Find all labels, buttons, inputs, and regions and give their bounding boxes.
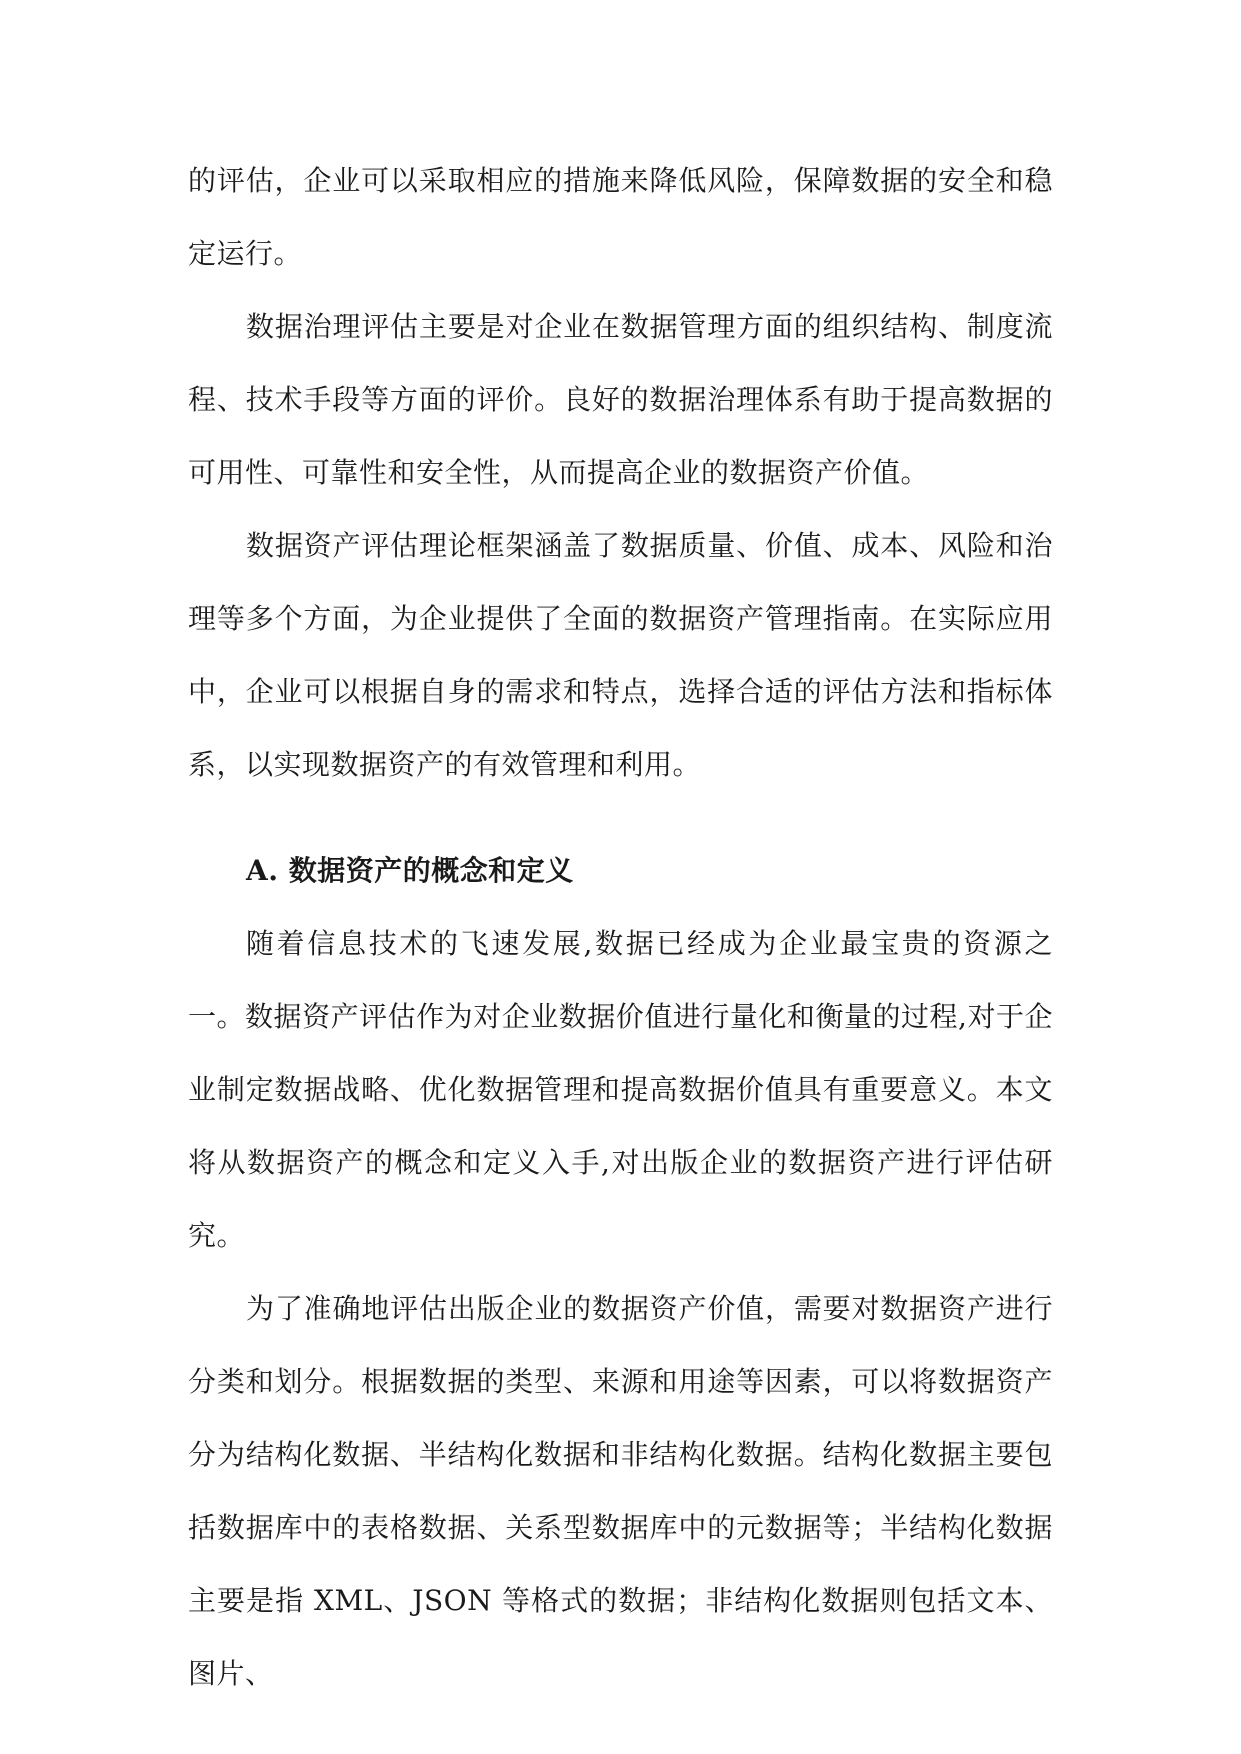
paragraph-data-governance: 数据治理评估主要是对企业在数据管理方面的组织结构、制度流程、技术手段等方面的评价。良好的数据治理体系有助于提高数据的可用性、可靠性和安全性，从而提高企业的数据资产价值。 — [188, 310, 1053, 489]
paragraph-introduction: 随着信息技术的飞速发展,数据已经成为企业最宝贵的资源之一。数据资产评估作为对企业数据价值进行量化和衡量的过程,对于企业制定数据战略、优化数据管理和提高数据价值具有重要意义。本文将从数据资产的概念和定义入手,对出版企业的数据资产进行评估研究。 — [188, 927, 1053, 1252]
document-body — [188, 144, 1053, 1710]
paragraph-classification: 为了准确地评估出版企业的数据资产价值，需要对数据资产进行分类和划分。根据数据的类型、来源和用途等因素，可以将数据资产分为结构化数据、半结构化数据和非结构化数据。结构化数据主要包括数据库中的表格数据、关系型数据库中的元数据等；半结构化数据主要是指 XML、JSON 等格式的数据；非结构化数据则包括文本、图片、 — [188, 1292, 1053, 1690]
paragraph-framework-summary: 数据资产评估理论框架涵盖了数据质量、价值、成本、风险和治理等多个方面，为企业提供了全面的数据资产管理指南。在实际应用中，企业可以根据自身的需求和特点，选择合适的评估方法和指标体系，以实现数据资产的有效管理和利用。 — [188, 529, 1053, 781]
paragraph-continuation: 的评估，企业可以采取相应的措施来降低风险，保障数据的安全和稳定运行。 — [188, 164, 1053, 270]
section-heading: A. 数据资产的概念和定义 — [246, 854, 574, 887]
